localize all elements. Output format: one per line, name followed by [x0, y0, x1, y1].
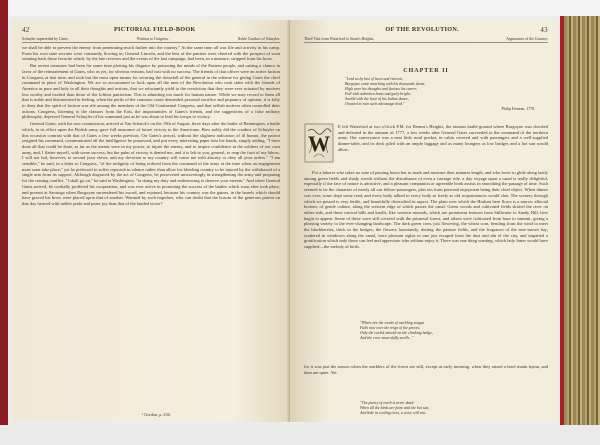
dropcap-letter: W — [308, 131, 330, 156]
epigraph — [345, 77, 535, 112]
quote-one — [360, 321, 540, 341]
epigraph-line: Burgoyne came marching with his thousands down; — [345, 82, 426, 86]
left-footnote: ¹ Gordon, p. 236. — [142, 412, 171, 417]
quote-two — [360, 401, 540, 416]
right-running-title: OF THE REVOLUTION. — [385, 26, 459, 33]
left-subheading-left: Schuyler superseded by Gates. — [22, 37, 69, 41]
right-page-number: 43 — [540, 26, 548, 34]
epigraph-line: "Lord us by lust of lucre and renown, — [345, 77, 403, 81]
quote-line: When all the birds are faint with the hot sun, — [360, 406, 430, 410]
left-running-head — [22, 26, 280, 34]
quote-line: And hide in cooling trees, a voice will run. — [360, 411, 427, 415]
right-subheading-left: Third Visit from Waterford to Stone's Heights. — [304, 37, 375, 41]
right-running-head — [304, 26, 548, 34]
left-subheading-right: Noble Conduct of Schuyler. — [237, 37, 280, 41]
left-page-number: 42 — [22, 26, 30, 34]
left-paragraph: But recent measures had been for some time plotting his disgrace by poisoning the minds of the Eastern people, and raising a clamor in favor of the reinstatement of Gates, who as yet, for obvious reasons, had cast with no success. The friends of that officer were an active faction in Congress at that time, and took but the most open means for securing the downfall of the general in the scheme for giving Gates the chief command in place of Washington. We are so accustomed to look upon all the men of the Revolution who took sides with the friends of America as pure and holy in all their thoughts and actions, that we reluctantly yield to the conviction that they were ever actuated by motives less worthy and exalted than those of the loftiest patriotism. This is admitting too much for human nature. While we may record to them all that is noble and disinterested in feeling, when the perils of the common cause demanded personal sacrifice and piquancy of opinion, it is folly to deny that the spirit of faction was rife among the members of the Old Continental Congress, and that selfish motives often controlled their actions. Congress, listening to the clamors from the East, the importunities of Gates's friends, and the suggestions of a false military philosophy, deprived General Schuyler of his command just as he was about to lead his troops to victory. — [22, 63, 280, 120]
right-paragraph-one: E left Waterford at two o'clock P.M. for Bemus's Heights, the famous battle-ground where Burgoyne was checked and defeated in the autumn of 1777, a few weeks after General Gates succeeded to the command of the northern army. Our conveyance was a neat little rural pocket, in cabin covered and with passengers and a well-supplied dinner-table, and its deck piled with an ample luggage and as many loungers as low bridges and a hot sun would allow. — [338, 124, 548, 152]
epigraph-line: High were his thoughts and furious his career, — [345, 87, 417, 91]
left-paragraph: we shall be able to prevent the enemy from penetrating much farther into the country." At the same time all was life and activity in his camp. From his own state recruits were constantly flowing in; General Lincoln, and the best of the patriots were cheered with the prospect of soon winning back those favorite which, by the late reverses and the events of the last campaign, had been, in a measure, stripped from his brow. — [22, 45, 280, 62]
decorative-initial-w — [304, 123, 334, 163]
chapter-heading: CHAPTER II — [403, 68, 449, 74]
left-running-title: PICTORIAL FIELD-BOOK — [113, 26, 196, 33]
epigraph-credit: Philip Freneau, 1778. — [501, 107, 535, 111]
right-paragraph-two: For a laborer who takes no note of passing hours but to mark and measure their minutes length, and who loves to glide along lazily among green fields and shady woods without the disturbance of even a carriage ride, a day voyage upon a canal is really delightful, especially if the face of nature is attractive, and a pleasant companion or agreeable book assists in smoothing the passage of time. Such seemed to be the character of nearly all our fellow-passengers, plus ten from personal enjoyment being their chief object. When dinner was over, some slept some read, and every body talked to every body as freely as old acquaintances would chat. The scenery through which we passed is very fertile, and beautifully diversified in aspect. The plain over which the Hudson here flows is a narrow alluvial bottom, of gentle culture, along the western edge of which passes the canal. Green woods and cultivated fields skirted the river on either side, and these conical hills and knolls, like western mounds, which are prominent features from Stillwater to Sandy Hill, here begin to appear. Some of these were still covered with the primeval forest, and others were cultivated from base to summit, giving a pleasing variety to the ever-changing landscape. The dark green corn, just flowering, the wheat corn, bending from the wind to meet the blackberries, thick in the hedges; the flowers luxuriantly, dotting the pasture fields, and the fragrance of the new-mown hay, scattered in windrows along the canal, were pleasant sights to one just escaped from the dust and din of the city, and imparted a gratification which only those can feel and appreciate who seldom enjoy it. There was one thing wanting, which lady Jones would have supplied—the melody of birds. — [304, 170, 548, 250]
right-paragraph-three: for it was just the season when the warblers of the forest are still, except at early morning, when they raised a brief matin hymn, and then are quiet. Yet — [304, 364, 548, 375]
quote-line: "Where are the words of warbling tongue — [360, 321, 425, 325]
left-subheading-mid: Petition to Congress. — [137, 37, 169, 41]
right-page — [290, 20, 558, 422]
quote-line: Falls now over the reign of the groves, — [360, 326, 421, 330]
left-subheadings — [22, 37, 280, 43]
marbled-endpaper — [564, 16, 600, 425]
quote-line: Only the curled smooth on the climbing hedge, — [360, 331, 433, 335]
left-page — [12, 20, 290, 422]
left-paragraph: General Gates, with his new commission, arrived at Van Schaick's on the 19th of August, three days after the battle of Bennington, a battle which, in its effect upon the British army, gave full assurance of future victory to the Americans. How nobly did the conduct of Schuyler on this occasion contrast with that of Gates a few weeks previous. On Gates's arrival, without the slightest indication of ill humor, the patriot resigned his command, communicated all the intelligence he possessed, and put every interesting paper into his hands, simply adding, "I have done all that could be done, as far as the means were in my power, to injure the enemy, and to inspire confidence in the soldiers of our own army, and, I flatter myself, with some success; but the palm of victory is denied me, and it is left to you, general, to reap the fruit of my labors. I will not fail, however, to second your views; and my devotion to my country will cause me with alacrity to obey all your orders." "I am sensible," he said, in a letter to Congress, "of the indignity of being ordered from the command of the army at the time when an engagement must soon take place;" yet he preferred to suffer reproach in silence rather than allow his bleeding country to be injured by the withdrawal of a single arm from its support. Although disgraced by the act of Congress, he persevered unwaveringly in strengthening the army and preparing for the coming conflict. "I shall go on," he said to Washington, "in doing my duty and endeavoring to deserve your esteem." And when General Gates arrived, he cordially proffered his cooperation, and was ever active in promoting the success of the battles which soon after took place, and present at Saratoga when Burgoyne surrendered his sword, and rejoined, because his country was the gainer, in the laurels which should have graced his brow were placed upon that of another. Warmed by such impulses, who can doubt that the bosom of the generous patriot on that day heaved with nobler pride and purer joy than that of the lauded victor? — [22, 121, 280, 206]
background-top — [0, 0, 600, 16]
quote-line: "The poetry of earth is never dead: — [360, 401, 415, 405]
right-subheading-right: Appearance of the Country. — [506, 37, 548, 41]
background-bottom — [0, 425, 600, 445]
epigraph-line: Full with unbroken hosts and gaily bright, — [345, 92, 411, 96]
left-body-text — [22, 45, 280, 208]
quote-line: And the crow mournfully swells..." — [360, 336, 414, 340]
epigraph-line: Onward to ruin such advantage lead." — [345, 102, 405, 106]
right-subheadings — [304, 37, 548, 43]
book-cover-left-edge — [0, 0, 8, 445]
epigraph-line: Swelld with the hour of his Indian dance, — [345, 97, 409, 101]
